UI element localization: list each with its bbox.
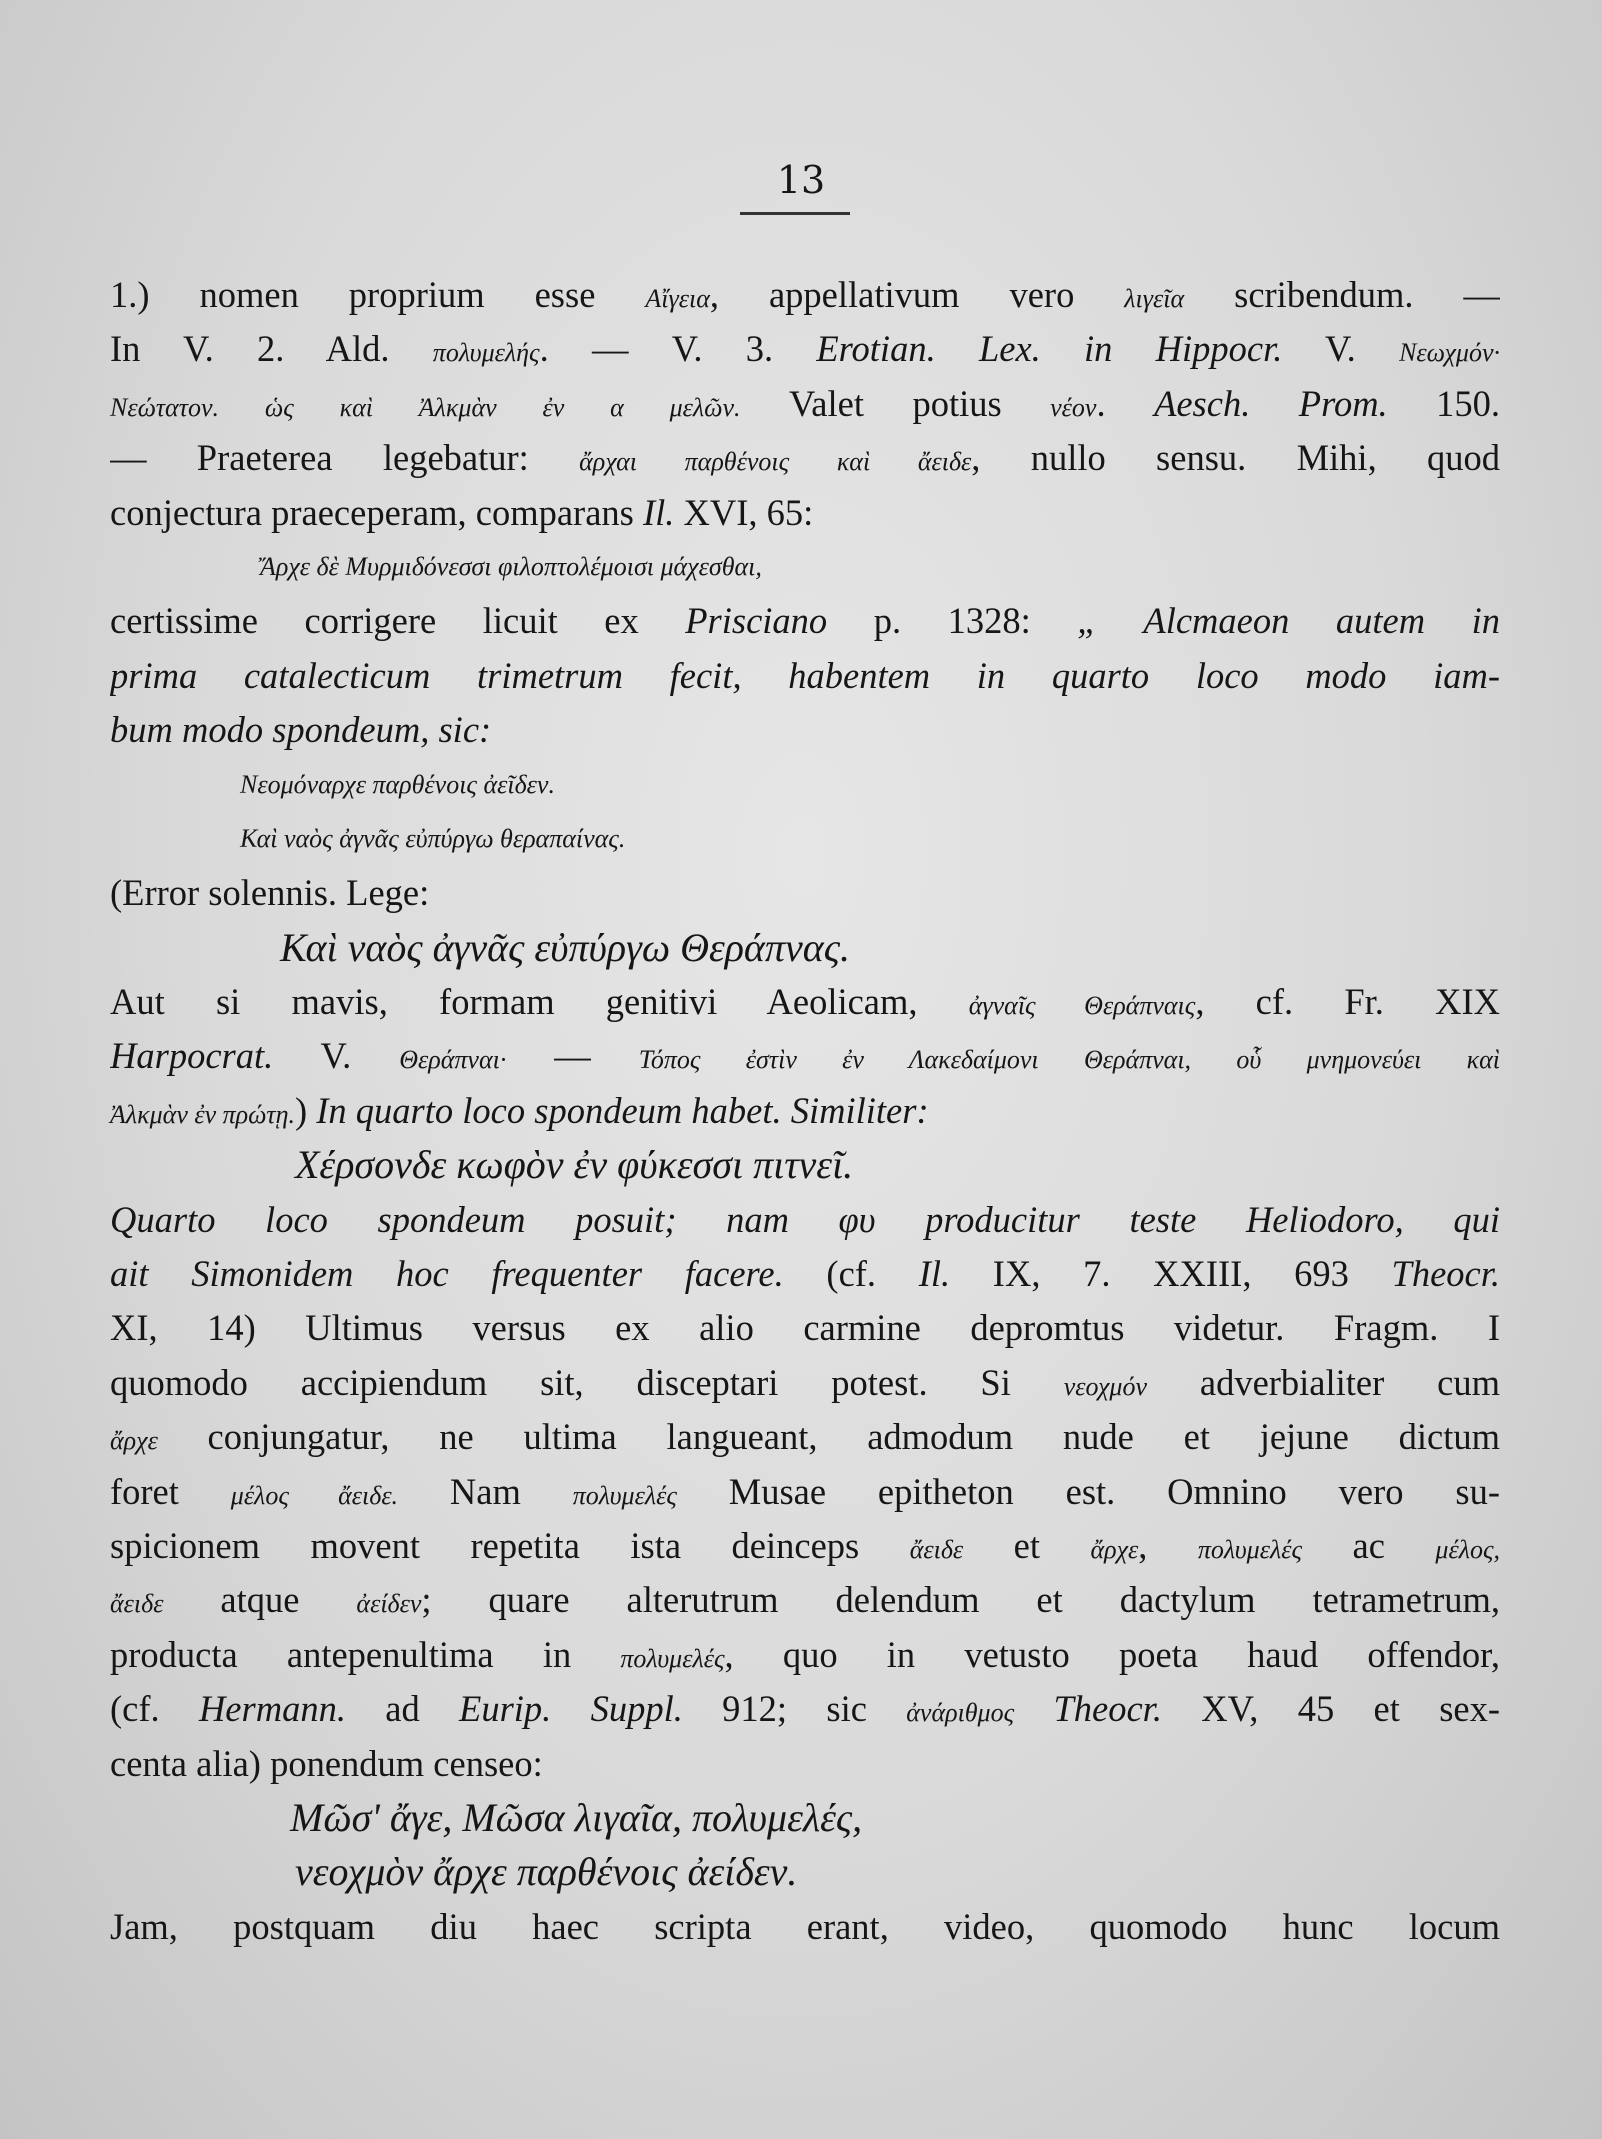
- text-line: (Error solennis. Lege:: [110, 872, 430, 914]
- text-line: ait Simonidem hoc frequenter facere. (cf. Il. IX, 7. XXIII, 693 Theocr.: [110, 1253, 1500, 1295]
- text-line: bum modo spondeum, sic:: [110, 709, 492, 751]
- text-line: In V. 2. Ald. πολυμελής. — V. 3. Erotian. Lex. in Hippocr. V. Νεωχμόν·: [110, 328, 1500, 370]
- text-line: spicionem movent repetita ista deinceps ἄειδε et ἄρχε, πολυμελές ac μέλος,: [110, 1524, 1500, 1566]
- text-line: Ἀλκμὰν ἐν πρώτῃ.) In quarto loco spondeum habet. Similiter:: [110, 1089, 929, 1131]
- greek-verse: νεοχμὸν ἄρχε παρθένοις ἀείδεν.: [295, 1849, 798, 1895]
- quoted-verse: Νεομόναρχε παρθένοις ἀεῖδεν.: [240, 769, 555, 799]
- text-line: certissime corrigere licuit ex Prisciano p. 1328: „ Alcmaeon autem in: [110, 600, 1500, 642]
- text-line: producta antepenultima in πολυμελές, quo in vetusto poeta haud offendor,: [110, 1633, 1500, 1675]
- text-line: conjectura praeceperam, comparans Il. XVI, 65:: [110, 491, 814, 533]
- greek-verse: Καὶ ναὸς ἀγνᾶς εὐπύργω Θεράπνας.: [280, 924, 850, 970]
- text-line: Νεώτατον. ὡς καὶ Ἀλκμὰν ἐν α μελῶν. Valet potius νέον. Aesch. Prom. 150.: [110, 382, 1500, 424]
- text-line: Quarto loco spondeum posuit; nam φυ producitur teste Heliodoro, qui: [110, 1198, 1500, 1240]
- text-line: quomodo accipiendum sit, disceptari potest. Si νεοχμόν adverbialiter cum: [110, 1361, 1500, 1403]
- page-number-rule: [740, 212, 850, 215]
- text-line: Aut si mavis, formam genitivi Aeolicam, ἀγναῖς Θεράπναις, cf. Fr. XIX: [110, 981, 1500, 1023]
- text-line: XI, 14) Ultimus versus ex alio carmine depromtus videtur. Fragm. I: [110, 1307, 1500, 1349]
- quoted-verse: Καὶ ναὸς ἀγνᾶς εὐπύργω θεραπαίνας.: [240, 823, 626, 853]
- text-line: foret μέλος ἄειδε. Nam πολυμελές Musae epitheton est. Omnino vero su-: [110, 1470, 1500, 1512]
- text-line: Harpocrat. V. Θεράπναι· — Τόπος ἐστὶν ἐν Λακεδαίμονι Θεράπναι, οὗ μνημονεύει καὶ: [110, 1035, 1500, 1077]
- text-line: ἄρχε conjungatur, ne ultima langueant, admodum nude et jejune dictum: [110, 1416, 1500, 1458]
- text-line: ἄειδε atque ἀείδεν; quare alterutrum delendum et dactylum tetrametrum,: [110, 1579, 1500, 1621]
- quoted-verse: Ἄρχε δὲ Μυρμιδόνεσσι φιλοπτολέμοισι μάχεσθαι,: [260, 551, 762, 581]
- page-number: 13: [776, 158, 826, 202]
- greek-verse: Μῶσ' ἄγε, Μῶσα λιγαῖα, πολυμελές,: [290, 1794, 863, 1840]
- text-line: centa alia) ponendum censeo:: [110, 1742, 543, 1784]
- body-text: [110, 268, 1500, 1954]
- greek-verse: Χέρσονδε κωφὸν ἐν φύκεσσι πιτνεῖ.: [295, 1142, 854, 1188]
- text-line: — Praeterea legebatur: ἄρχαι παρθένοις καὶ ἄειδε, nullo sensu. Mihi, quod: [110, 437, 1500, 479]
- text-line: prima catalecticum trimetrum fecit, habentem in quarto loco modo iam-: [110, 654, 1500, 696]
- text-line: Jam, postquam diu haec scripta erant, video, quomodo hunc locum: [110, 1905, 1500, 1947]
- text-line: 1.) nomen proprium esse Αἴγεια, appellativum vero λιγεῖα scribendum. —: [110, 274, 1500, 315]
- text-line: (cf. Hermann. ad Eurip. Suppl. 912; sic ἀνάριθμος Theocr. XV, 45 et sex-: [110, 1688, 1500, 1730]
